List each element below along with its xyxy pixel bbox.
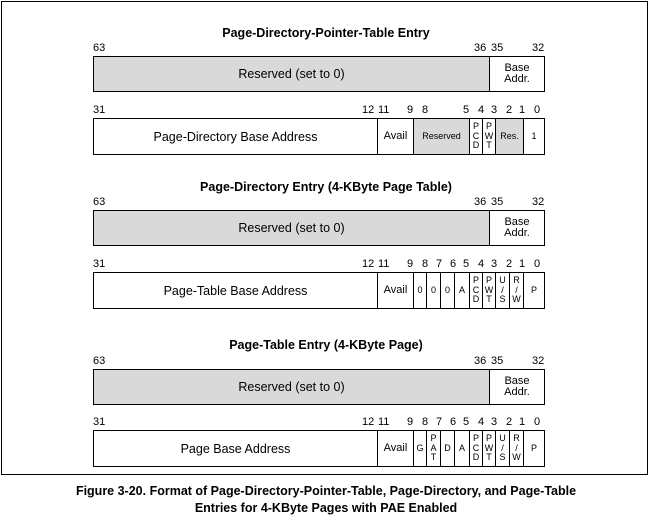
- pde-high-register: [93, 210, 545, 246]
- figure-caption-line2: Entries for 4-KByte Pages with PAE Enabled: [194, 501, 458, 515]
- bit-1: 1: [519, 416, 526, 428]
- accessed-field: A: [455, 273, 470, 308]
- bit-7: 7: [436, 258, 443, 270]
- reserved-field: Reserved (set to 0): [94, 211, 490, 245]
- accessed-field: A: [455, 431, 470, 466]
- bit-32: 32: [532, 196, 545, 208]
- dirty-field: D: [441, 431, 455, 466]
- bit-7: 7: [436, 416, 443, 428]
- bit-2: 2: [506, 104, 513, 116]
- pdpte-title: Page-Directory-Pointer-Table Entry: [222, 26, 430, 40]
- pdpte-low-register: [93, 118, 545, 155]
- bit-1: 1: [519, 258, 526, 270]
- avail-field: Avail: [378, 431, 414, 466]
- bit-36: 36: [474, 355, 487, 367]
- bit-12: 12: [362, 416, 375, 428]
- bit-8: 8: [422, 416, 429, 428]
- bit-9: 9: [407, 258, 414, 270]
- bit6-zero-field: 0: [441, 273, 455, 308]
- bit-63: 63: [93, 196, 106, 208]
- pde-low-register: [93, 272, 545, 309]
- base-addr-field: Base Addr.: [504, 375, 530, 398]
- pde-title: Page-Directory Entry (4-KByte Page Table): [200, 180, 452, 194]
- bit8-zero-field: 0: [414, 273, 427, 308]
- global-field: G: [414, 431, 427, 466]
- bit-35: 35: [491, 42, 504, 54]
- pwt-field: P W T: [483, 119, 496, 154]
- us-field: U / S: [496, 273, 510, 308]
- bit-0: 0: [534, 104, 541, 116]
- bit-11: 11: [378, 416, 390, 428]
- base-addr-field: Base Addr.: [504, 62, 530, 85]
- bit-5: 5: [463, 258, 470, 270]
- bit-31: 31: [93, 258, 106, 270]
- reserved-field: Reserved (set to 0): [94, 57, 490, 91]
- bit-6: 6: [450, 258, 457, 270]
- bit-3: 3: [491, 104, 498, 116]
- bit-8: 8: [422, 104, 429, 116]
- bit-2: 2: [506, 258, 513, 270]
- bit-8: 8: [422, 258, 429, 270]
- pcd-field: P C D: [470, 119, 483, 154]
- pcd-field: P C D: [470, 431, 483, 466]
- pte-title: Page-Table Entry (4-KByte Page): [229, 338, 423, 352]
- page-base-address-field: Page Base Address: [94, 431, 378, 466]
- bit-32: 32: [532, 42, 545, 54]
- pcd-field: P C D: [470, 273, 483, 308]
- bit-0: 0: [534, 416, 541, 428]
- us-field: U / S: [496, 431, 510, 466]
- bit-36: 36: [474, 42, 487, 54]
- bit-11: 11: [378, 104, 390, 116]
- pd-base-address-field: Page-Directory Base Address: [94, 119, 378, 154]
- bit-1: 1: [519, 104, 526, 116]
- bit-5: 5: [463, 416, 470, 428]
- bit-63: 63: [93, 42, 106, 54]
- bit-0: 0: [534, 258, 541, 270]
- reserved-field: Reserved (set to 0): [94, 370, 490, 404]
- bit-3: 3: [491, 416, 498, 428]
- pwt-field: P W T: [483, 431, 496, 466]
- bit-5: 5: [463, 104, 470, 116]
- pat-field: P A T: [427, 431, 441, 466]
- avail-field: Avail: [378, 273, 414, 308]
- figure-caption-line1: Figure 3-20. Format of Page-Directory-Pointer-Table, Page-Directory, and Page-Table: [75, 484, 577, 498]
- res-field: Res.: [496, 119, 524, 154]
- bit-4: 4: [478, 416, 485, 428]
- bit0-one-field: 1: [531, 131, 537, 141]
- bit-31: 31: [93, 416, 106, 428]
- bit-35: 35: [491, 355, 504, 367]
- bit-6: 6: [450, 416, 457, 428]
- bit-12: 12: [362, 258, 375, 270]
- bit-9: 9: [407, 416, 414, 428]
- reserved-bits-field: Reserved: [414, 119, 470, 154]
- bit-3: 3: [491, 258, 498, 270]
- pte-high-register: [93, 369, 545, 405]
- rw-field: R / W: [510, 431, 524, 466]
- bit7-zero-field: 0: [427, 273, 441, 308]
- bit-2: 2: [506, 416, 513, 428]
- bit-32: 32: [532, 355, 545, 367]
- bit-31: 31: [93, 104, 106, 116]
- bit-9: 9: [407, 104, 414, 116]
- bit-12: 12: [362, 104, 375, 116]
- rw-field: R / W: [510, 273, 524, 308]
- base-addr-field: Base Addr.: [504, 216, 530, 239]
- avail-field: Avail: [378, 119, 414, 154]
- bit-35: 35: [491, 196, 504, 208]
- bit-11: 11: [378, 258, 390, 270]
- bit-63: 63: [93, 355, 106, 367]
- bit-4: 4: [478, 258, 485, 270]
- pdpte-high-register: [93, 56, 545, 92]
- pwt-field: P W T: [483, 273, 496, 308]
- present-field: P: [530, 285, 537, 295]
- present-field: P: [530, 443, 537, 453]
- bit-36: 36: [474, 196, 487, 208]
- bit-4: 4: [478, 104, 485, 116]
- pt-base-address-field: Page-Table Base Address: [94, 273, 378, 308]
- pte-low-register: [93, 430, 545, 467]
